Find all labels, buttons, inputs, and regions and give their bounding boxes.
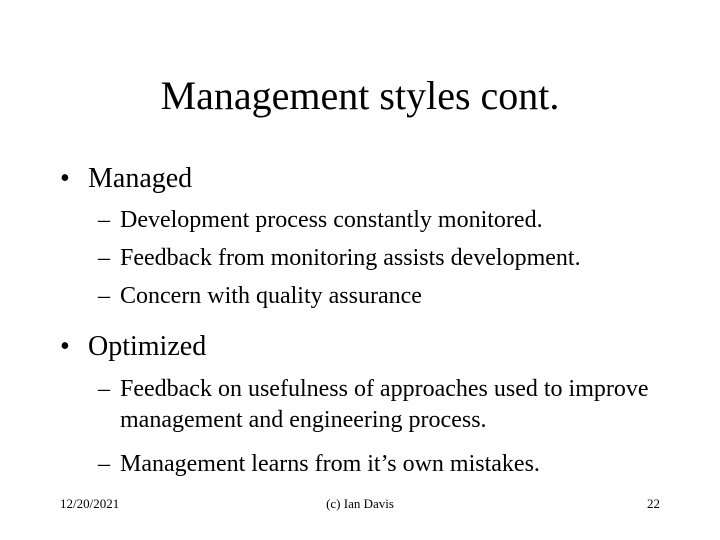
sub-bullet-text: Development process constantly monitored. xyxy=(120,207,543,233)
slide-title: Management styles cont. xyxy=(160,73,560,118)
sub-bullet-item xyxy=(98,449,678,480)
sub-bullet-item xyxy=(98,243,678,274)
sub-bullet-text: Concern with quality assurance xyxy=(120,283,422,309)
sub-bullet-text: Feedback from monitoring assists development. xyxy=(120,245,581,271)
sub-bullet-dash: – xyxy=(98,451,110,477)
bullet-optimized-label: Optimized xyxy=(88,331,207,362)
sub-bullet-text: Feedback on usefulness of approaches used to improve management and engineering process. xyxy=(120,376,649,433)
footer-author: (c) Ian Davis xyxy=(326,496,394,511)
sub-bullet-dash: – xyxy=(98,376,110,402)
sub-bullet-item xyxy=(98,205,678,236)
footer-date: 12/20/2021 xyxy=(60,496,120,511)
bullet-dot: • xyxy=(60,331,70,362)
sub-bullet-dash: – xyxy=(98,283,110,309)
sub-bullet-item xyxy=(98,281,678,312)
footer-page-number: 22 xyxy=(647,496,660,511)
sub-bullet-dash: – xyxy=(98,207,110,233)
sub-bullet-text: Management learns from it’s own mistakes. xyxy=(120,451,540,477)
bullet-managed-label: Managed xyxy=(88,163,193,194)
bullet-optimized xyxy=(60,330,206,364)
sub-bullet-dash: – xyxy=(98,245,110,271)
sub-bullet-item xyxy=(98,374,658,436)
bullet-managed xyxy=(60,162,192,196)
bullet-dot: • xyxy=(60,163,70,194)
